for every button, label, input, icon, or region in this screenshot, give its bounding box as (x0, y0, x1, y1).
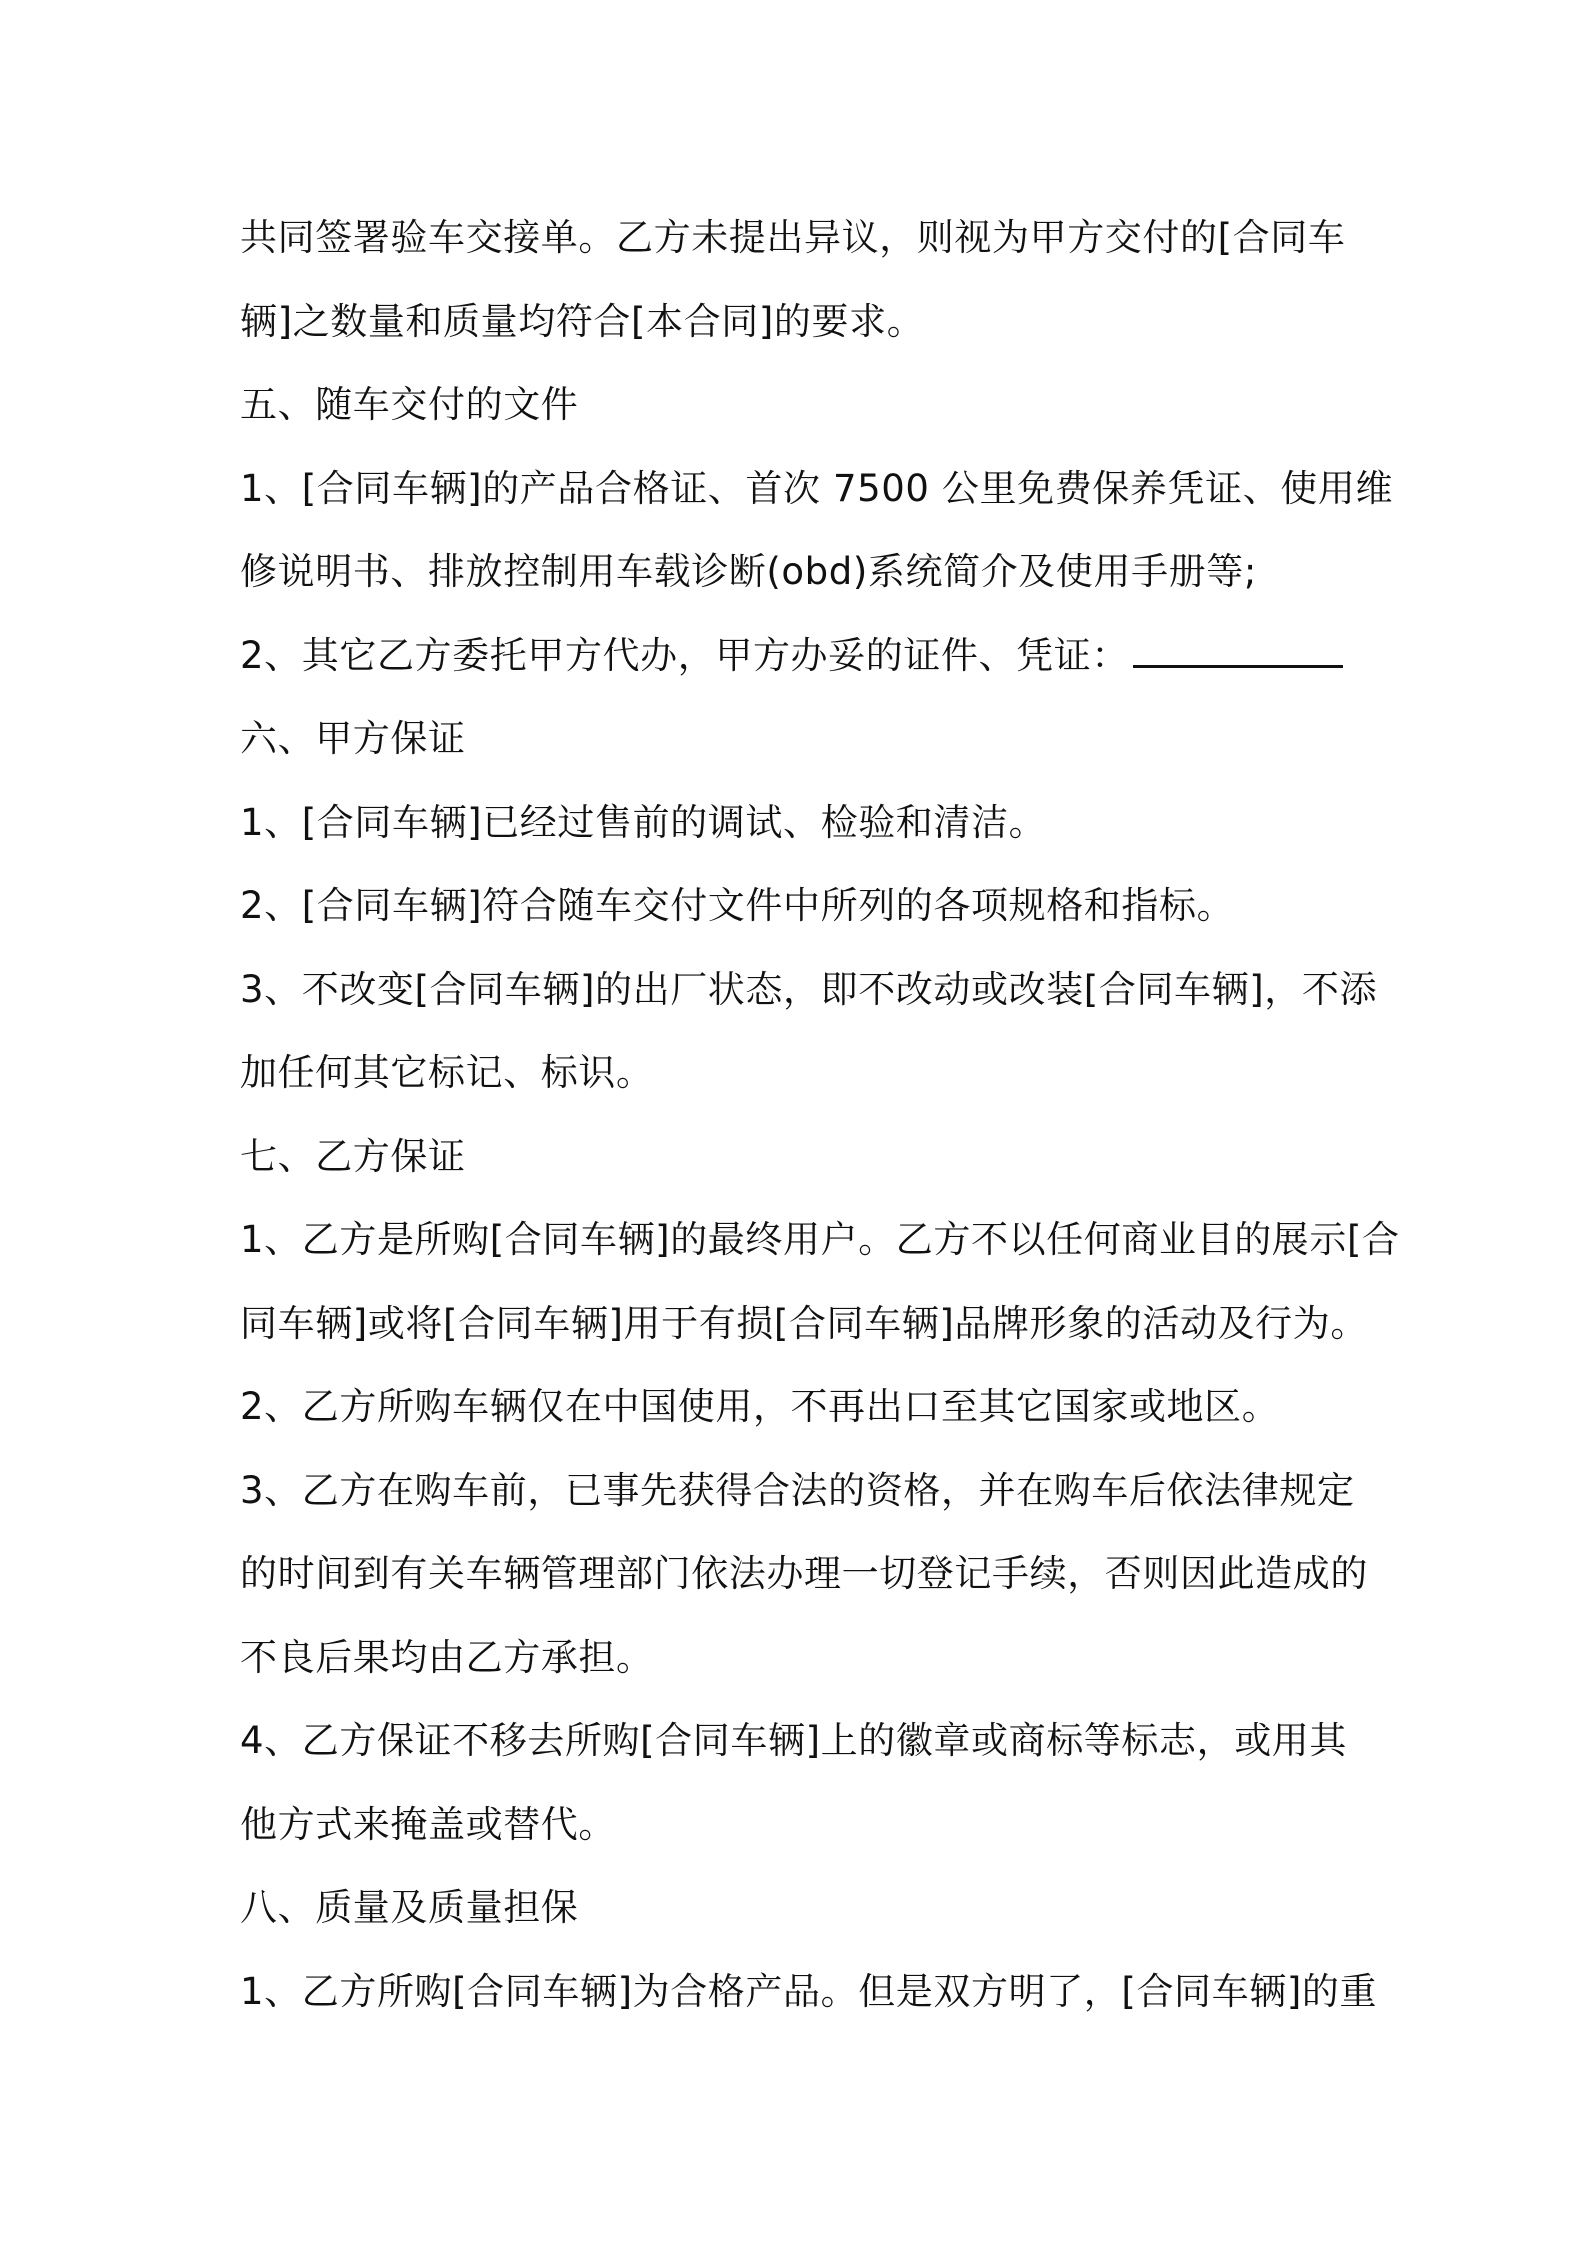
body-line: 1、[合同车辆]已经过售前的调试、检验和清洁。 (240, 800, 1047, 844)
body-line: 辆]之数量和质量均符合[本合同]的要求。 (240, 299, 925, 343)
body-line: 他方式来掩盖或替代。 (240, 1802, 616, 1846)
body-line: 3、不改变[合同车辆]的出厂状态，即不改动或改装[合同车辆]，不添 (240, 967, 1378, 1011)
body-line: 3、乙方在购车前，已事先获得合法的资格，并在购车后依法律规定 (240, 1468, 1355, 1512)
section-heading-6: 六、甲方保证 (240, 717, 466, 760)
body-line: 1、乙方所购[合同车辆]为合格产品。但是双方明了，[合同车辆]的重 (240, 1969, 1378, 2013)
body-line-text: 2、其它乙方委托甲方代办，甲方办妥的证件、凭证： (240, 633, 1129, 677)
body-line: 2、乙方所购车辆仅在中国使用，不再出口至其它国家或地区。 (240, 1385, 1280, 1428)
section-heading-7: 七、乙方保证 (240, 1134, 466, 1178)
section-heading-8: 八、质量及质量担保 (240, 1886, 579, 1929)
body-line: 加任何其它标记、标识。 (240, 1051, 654, 1094)
section-heading-5: 五、随车交付的文件 (240, 383, 579, 426)
body-line-with-blank (240, 614, 1360, 698)
body-line: 不良后果均由乙方承担。 (240, 1635, 654, 1679)
body-line: 同车辆]或将[合同车辆]用于有损[合同车辆]品牌形象的活动及行为。 (240, 1301, 1368, 1345)
body-line: 1、[合同车辆]的产品合格证、首次 7500 公里免费保养凭证、使用维 (240, 466, 1394, 510)
body-line: 4、乙方保证不移去所购[合同车辆]上的徽章或商标等标志，或用其 (240, 1719, 1348, 1762)
body-line: 的时间到有关车辆管理部门依法办理一切登记手续，否则因此造成的 (240, 1552, 1368, 1595)
body-line: 修说明书、排放控制用车载诊断(obd)系统简介及使用手册等; (240, 550, 1257, 593)
body-line: 共同签署验车交接单。乙方未提出异议，则视为甲方交付的[合同车 (240, 216, 1346, 259)
fill-in-blank (1133, 635, 1343, 668)
body-line: 1、乙方是所购[合同车辆]的最终用户。乙方不以任何商业目的展示[合 (240, 1218, 1400, 1261)
body-line: 2、[合同车辆]符合随车交付文件中所列的各项规格和指标。 (240, 884, 1235, 927)
document-body (240, 196, 1400, 2033)
